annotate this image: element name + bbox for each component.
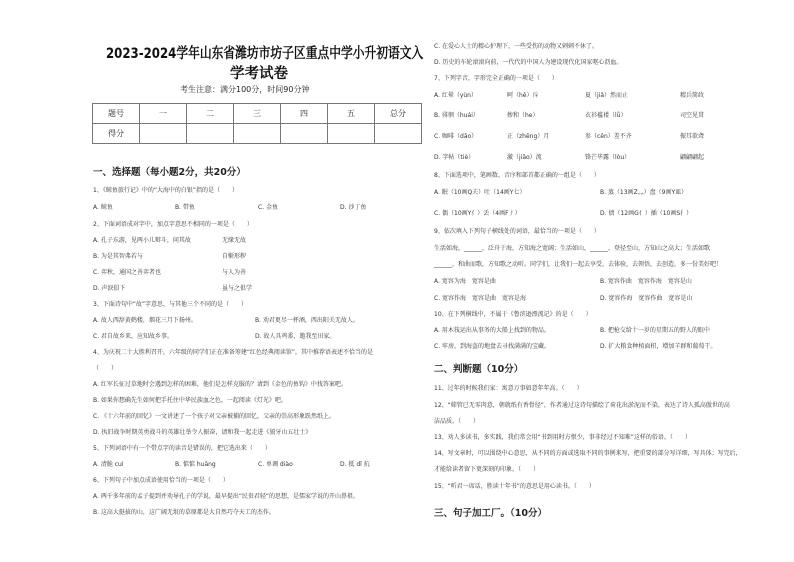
q9-passage-line-2: ______，和曲而歌，方知歌之动听。同学们，让我们一起去享受，去体验，去领悟，去创造，多一份美好吧！ [434,261,723,268]
question-4: 4、为庆祝二十大胜利召开，六年级的同学们正在准备筹建“红色经典阅读馆”，其中推荐语表述不恰当的是 [93,349,374,356]
exam-title-line-1: 2023-2024学年山东省潍坊市坊子区重点中学小升初语文入 [106,46,424,62]
q7-d-item-2: 激（jiāo）流 [507,154,542,161]
score-table-header-cell: 三 [234,104,281,124]
score-cell [234,124,281,144]
q2-option-c: C. 弈秋，通国之善弈者也 [93,269,162,276]
question-10: 10、在下列横线中，不属于《鲁滨逊漂流记》的是（ ） [434,311,592,318]
q2-option-c-word: 与人为善 [222,269,247,276]
q7-d-item-4: 翩翩翩起 [680,154,705,161]
section-2-heading: 二、判断题（10分） [434,364,524,375]
score-cell [187,124,234,144]
q7-d-item-1: D. 字帖（tiè） [434,154,475,161]
q9-option-b: B. 宽容作曲 宽容作海 宽容是山 [600,278,692,285]
q9-option-a: A. 宽容为海 宽容是曲 [434,278,496,285]
q7-a-item-2: 呵（hē）斥 [507,92,539,99]
question-15: 15、“听君一席话，胜读十年书”的意思是用心读书。（ ） [434,483,595,490]
q9-option-d: D. 宽容作海 宽容作曲 宽容是山 [600,295,693,302]
question-1: 1、《鲸鱼旅行记》中的“大海中的白银”指的是（ ） [93,187,239,194]
score-table-row-label: 得分 [93,124,140,144]
q6-option-b: B. 这高大挺拔的山，这广阔无垠的草原都是大自然巧夺天工的杰作。 [93,509,275,516]
question-12-cont: 洁品质。（ ） [434,418,480,425]
question-13: 13、劝人多读书，多实践，我们常会用“书到用时方恨少，事非经过不知难”这样的俗语。（ ） [434,434,691,441]
q7-a-item-3: 夏（jiǎ）然而止 [585,92,629,99]
q7-b-item-3: 衣衫褴褛（lǚ） [585,112,627,119]
q10-option-c: C. 牢房，到海盗的地盘去寻找满满的宝藏。 [434,343,551,350]
score-table-header-row [93,104,422,124]
score-table [92,103,422,144]
q7-b-item-1: B. 徘徊（huái） [434,112,479,119]
q1-option-c: C. 金鱼 [258,204,279,211]
q8-option-b: B. 蒸（13画Z灬）盘（9画Y皿） [600,189,688,196]
q2-option-b: B. 为是其智弗若与 [93,253,143,260]
q7-b-item-2: 掺和（he） [507,112,539,119]
q7-a-item-1: A. 红晕（yùn） [434,92,477,99]
q8-option-c: C. 偶（10画Y亻）丢（4画F丿） [434,210,521,217]
question-6: 6、下列句子中加点成语使用恰当的一项是（ ） [93,477,229,484]
question-8: 8、下面选项中，笔画数、音序和部首都正确的一组是（ ） [434,172,600,179]
score-table-header-cell: 总分 [375,104,422,124]
question-12: 12、“筛管已无零肉意，朝就纸有香骨径”，作者通过这诗句描绘了荷花出淤泥而不染，表达了诗人孤高傲世的高 [434,402,730,409]
q5-option-b: B. 惦惦 huāng [175,461,216,468]
q6-option-d: D. 历史的车轮滚滚向前，一代代的中国人为建设现代化国家呕心沥血。 [434,59,623,66]
q4-option-c: C. 《十六年前的回忆》一文讲述了一个孩子对父亲被捕的回忆，父亲的崇高形象跃然纸上。 [93,413,336,420]
q3-option-d: D. 故人具鸡黍，邀我至田家。 [255,333,336,340]
q7-c-item-3: 参（cēn）差不齐 [585,133,632,140]
question-7: 7、下列字音，字形完全正确的一项是（ ） [434,75,558,82]
q9-passage-line-1: 生活如海，______，泛舟于海，方知海之宽阔；生活如山，______，登径至山，方知山之高大；生活如歌 [434,245,711,252]
exam-notice: 考生注意：满分100分，时间90分钟 [180,85,310,94]
score-table-header-cell: 题号 [93,104,140,124]
question-2: 2、下面词语成对字中，加点字意思不相同的一项是（ ） [93,221,253,228]
q10-option-d: D. 扩大粮食种植面积，增加羊群和葡萄干。 [600,343,717,350]
q2-option-a-word: 无缘无故 [222,237,247,244]
section-1-heading: 一、选择题（每小题2分，共20分） [93,167,246,178]
q10-option-a: A. 用木筏运出从事务的大船上找到的物品。 [434,327,550,334]
q1-option-b: B. 带鱼 [175,204,195,211]
q4-option-a: A. 红军长征过草地时会遇到怎样的困难，他们是怎样克服的？请到《金色的鱼钩》中找答案吧。 [93,381,347,388]
q2-option-d: D. 声淚俱下 [93,285,126,292]
q1-option-a: A. 鲸鱼 [93,204,113,211]
q7-b-item-4: 司空见贯 [680,112,705,119]
q10-option-b: B. 把枪交给十一岁的星期五的野人的眼中 [600,327,710,334]
q9-option-c: C. 宽容作海 宽容是曲 宽容是海 [434,295,527,302]
question-9: 9、依次填入下列句子横线处的词语，最恰当的一项是（ ） [434,228,600,235]
q3-option-c: C. 君自故乡来，应知故乡事。 [93,333,174,340]
q4-option-b: B. 如果你想确先生如何把手托住中华民族血之色，一起阅读《灯光》吧。 [93,397,287,404]
score-cell [375,124,422,144]
score-table-header-cell: 四 [281,104,328,124]
question-4-paren: （ ） [93,365,118,372]
q8-option-d: D. 债（12画G亻）插（10画S扌） [600,210,693,217]
question-14: 14、写文章时，可以围绕中心意思，从不同的方面或选取不同的事例来写，把重要的部分写详细，写具体；写完后， [434,450,742,457]
q8-option-a: A. 眠（10画Q夫）吐（14画Y七） [434,189,526,196]
q7-c-item-1: C. 咖啡（dāo） [434,133,478,140]
q7-c-item-4: 振耳欲聋 [680,133,705,140]
q5-option-d: D. 抵 dǐ 抗 [340,461,370,468]
q2-option-b-word: 自惭形秽 [222,253,247,260]
q3-option-b: B. 劝君更尽一杯酒，西出阳关无故人。 [255,317,359,324]
q5-option-c: C. 单调 diào [258,461,293,468]
score-table-score-row [93,124,422,144]
score-table-header-cell: 一 [140,104,187,124]
q3-option-a: A. 故人西辞黄鹤楼，烟花三月下扬州。 [93,317,197,324]
score-table-header-cell: 二 [187,104,234,124]
q2-option-a: A. 孔子东游，见两小儿辩斗，问其故 [93,237,191,244]
score-cell [328,124,375,144]
question-3: 3、下面诗句中“故”字意思，与其他三个不同的是（ ） [93,301,248,308]
q7-a-item-4: 精兵简政 [680,92,705,99]
section-3-heading: 三、句子加工厂。（10分） [434,508,547,519]
score-table-header-cell: 五 [328,104,375,124]
q4-option-d: D. 执旧战争时期英勇战斗的英雄壮举令人振奋，请和我一起走进《狼牙山五壮士》 [93,429,312,436]
question-5: 5、下列词语中有一个带点字的读音是错误的，把它选出来（ ） [93,445,271,452]
q6-option-c: C. 在爱心人士的精心护理下，一些受伤的动物又刺刺不休了。 [434,43,599,50]
q2-option-d-word: 虽与之俱学 [222,285,253,292]
q1-option-d: D. 沙丁鱼 [340,204,367,211]
question-14-cont: 才能给读者留下更深刻的印象。（ ） [434,466,540,473]
q7-d-item-3: 锋芒毕露（lòu） [585,154,631,161]
q7-c-item-2: 正（zhēng）月 [507,133,550,140]
q5-option-a: A. 清脆 cuì [93,461,124,468]
exam-title-line-2: 学考试卷 [230,66,288,82]
q6-option-a: A. 两千多年前的孟子提到并劝导孔子的学说，最早提出“民贵君轻”的思想，是儒家学说的开山鼻祖。 [93,493,360,500]
score-cell [281,124,328,144]
score-cell [140,124,187,144]
question-11: 11、过年的时候我们家：寓意万事如意年年高。（ ） [434,385,583,392]
